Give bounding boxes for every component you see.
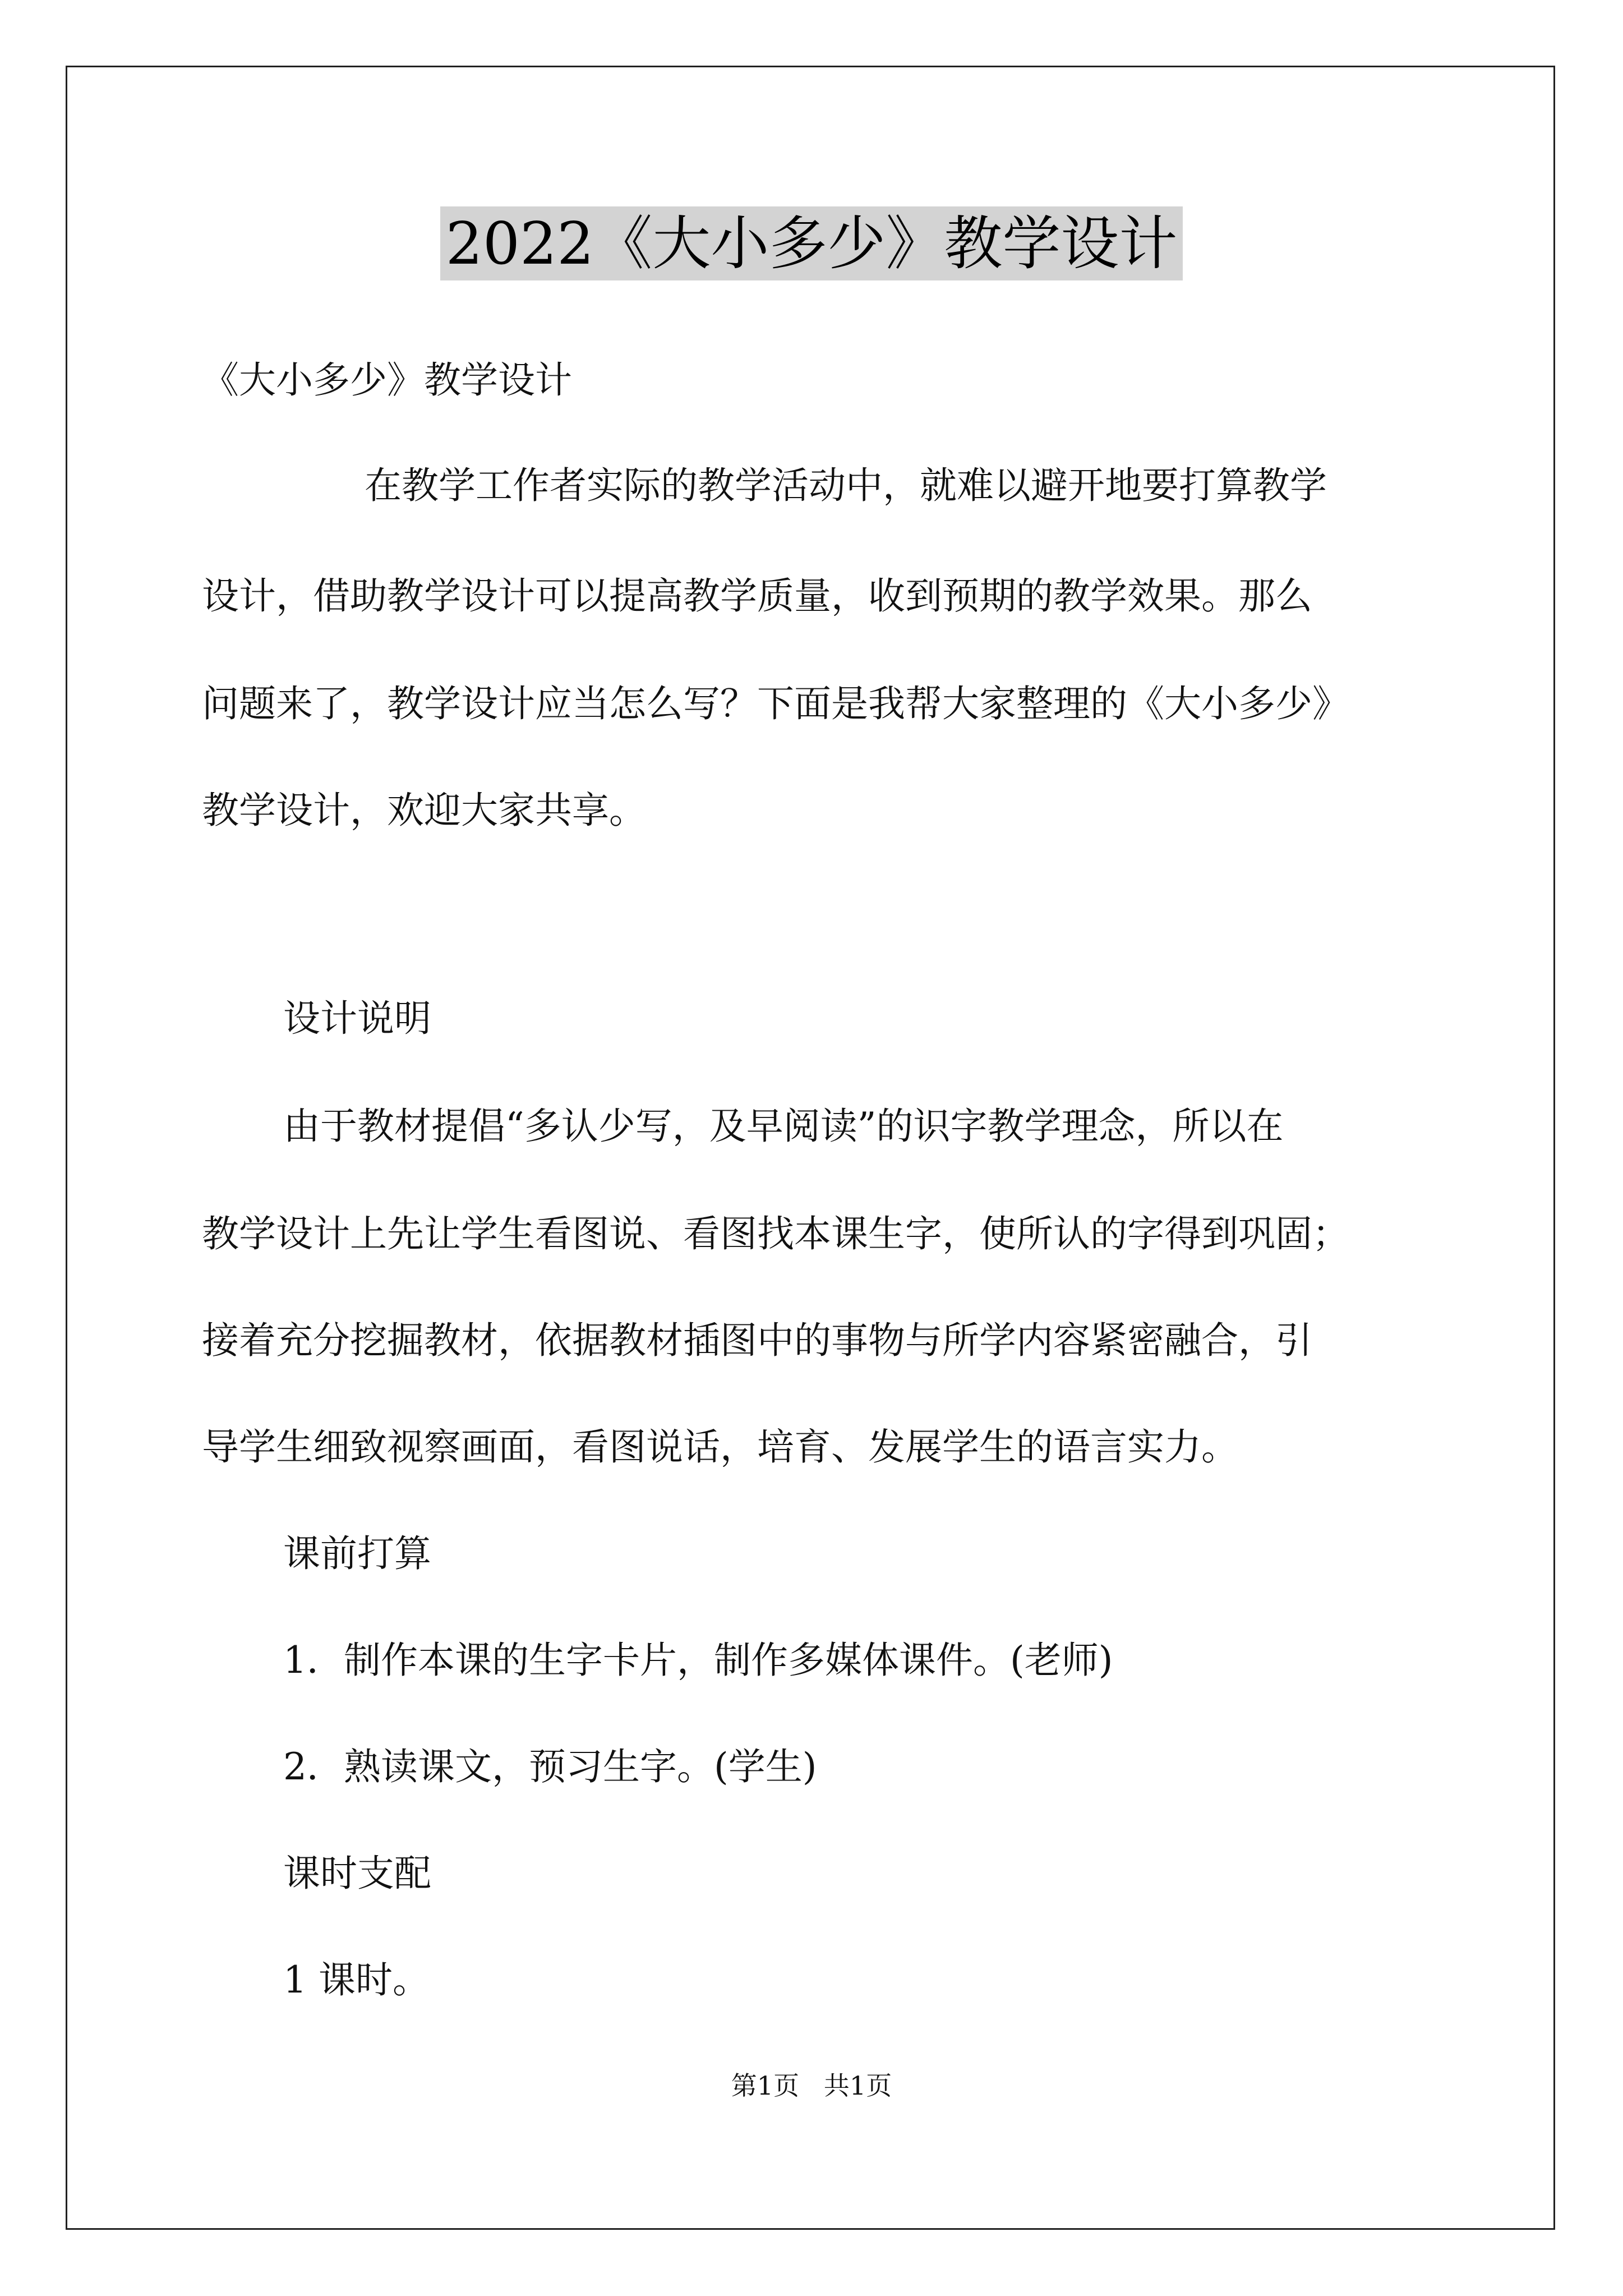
prep-item-1: 1．制作本课的生字卡片，制作多媒体课件。(老师)	[283, 1639, 1113, 1682]
intro-line-4: 教学设计，欢迎大家共享。	[202, 789, 646, 832]
prep-heading: 课前打算	[283, 1532, 431, 1575]
design-line-3: 接着充分挖掘教材，依据教材插图中的事物与所学内容紧密融合，引	[202, 1319, 1312, 1362]
design-line-1: 由于教材提倡“多认少写，及早阅读”的识字教学理念，所以在	[283, 1105, 1284, 1148]
schedule-heading: 课时支配	[283, 1852, 431, 1895]
intro-line-2: 设计，借助教学设计可以提高教学质量，收到预期的教学效果。那么	[202, 574, 1312, 618]
document-title: 2022《大小多少》教学设计	[440, 206, 1183, 280]
intro-line-1: 在教学工作者实际的教学活动中，就难以避开地要打算教学	[365, 464, 1327, 507]
title-container	[0, 206, 1623, 280]
document-subtitle: 《大小多少》教学设计	[202, 358, 572, 402]
schedule-value: 1 课时。	[283, 1958, 430, 2001]
prep-item-2: 2．熟读课文，预习生字。(学生)	[283, 1745, 817, 1788]
design-heading: 设计说明	[283, 997, 431, 1040]
page-footer: 第1页 共1页	[731, 2070, 892, 2101]
design-line-2: 教学设计上先让学生看图说、看图找本课生字，使所认的字得到巩固；	[202, 1212, 1349, 1255]
intro-line-3: 问题来了，教学设计应当怎么写？下面是我帮大家整理的《大小多少》	[202, 682, 1349, 725]
design-line-4: 导学生细致视察画面，看图说话，培育、发展学生的语言实力。	[202, 1425, 1238, 1469]
